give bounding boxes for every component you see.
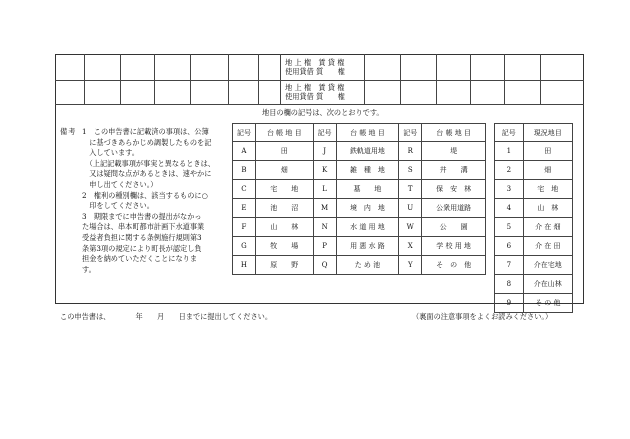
col-divider bbox=[400, 54, 401, 104]
header-cell: 台 帳 地 目 bbox=[422, 124, 486, 142]
table-cell: 雑 種 地 bbox=[336, 161, 399, 180]
table-cell: 田 bbox=[255, 142, 313, 161]
col-divider bbox=[120, 54, 121, 104]
table-cell: C bbox=[233, 180, 256, 199]
note-line: 条第3項の規定により町長が認定し負 bbox=[82, 243, 202, 253]
note-line: 入しています。 bbox=[82, 148, 139, 158]
table-cell: 保 安 林 bbox=[422, 180, 486, 199]
note-line: 印をしてください。 bbox=[82, 201, 154, 211]
header-cell: 記号 bbox=[233, 124, 256, 142]
table-cell: R bbox=[399, 142, 422, 161]
table-cell: 1 bbox=[495, 142, 524, 161]
table-cell: G bbox=[233, 237, 256, 256]
note-line: 担金を納めていただくことになりま bbox=[82, 254, 198, 264]
col-divider bbox=[364, 54, 365, 104]
col-divider bbox=[190, 54, 191, 104]
table-cell: 水 道 用 地 bbox=[336, 218, 399, 237]
table-row bbox=[495, 218, 573, 237]
table-row bbox=[495, 256, 573, 275]
table-cell: 8 bbox=[495, 275, 524, 294]
header-cell: 記号 bbox=[399, 124, 422, 142]
table-cell: Q bbox=[313, 256, 336, 275]
table-row bbox=[233, 180, 486, 199]
table-cell: S bbox=[399, 161, 422, 180]
table-row bbox=[495, 275, 573, 294]
top-section-bottom bbox=[55, 104, 584, 105]
table-cell: W bbox=[399, 218, 422, 237]
rights-type-row2 bbox=[285, 83, 345, 101]
col-divider bbox=[154, 54, 155, 104]
table-header-row bbox=[495, 124, 573, 142]
table-row bbox=[233, 142, 486, 161]
rights-line: 使用貸借 質 権 bbox=[285, 92, 345, 101]
header-cell: 台 帳 地 目 bbox=[255, 124, 313, 142]
table-cell: T bbox=[399, 180, 422, 199]
table-cell: U bbox=[399, 199, 422, 218]
table-cell: 介 在 田 bbox=[523, 237, 572, 256]
header-cell: 記号 bbox=[495, 124, 524, 142]
table-cell: N bbox=[313, 218, 336, 237]
table-cell: 池 沼 bbox=[255, 199, 313, 218]
table-cell: 7 bbox=[495, 256, 524, 275]
notes-label: 備考 bbox=[60, 127, 77, 136]
table-header-row bbox=[233, 124, 486, 142]
land-code-table bbox=[232, 123, 486, 275]
col-divider bbox=[258, 54, 259, 104]
table-cell: 原 野 bbox=[255, 256, 313, 275]
table-cell: そ の 他 bbox=[422, 256, 486, 275]
table-row bbox=[495, 161, 573, 180]
col-divider bbox=[280, 54, 281, 104]
table-row bbox=[233, 199, 486, 218]
rights-line: 使用貸借 質 権 bbox=[285, 67, 345, 76]
note-line: 1 この申告書に記載済の事項は、公簿 bbox=[82, 127, 209, 136]
rights-line: 地 上 権 賃 貸 権 bbox=[285, 83, 345, 92]
table-cell: 堤 bbox=[422, 142, 486, 161]
table-cell: M bbox=[313, 199, 336, 218]
table-cell: A bbox=[233, 142, 256, 161]
table-cell: 6 bbox=[495, 237, 524, 256]
table-cell: 墓 地 bbox=[336, 180, 399, 199]
table-cell: L bbox=[313, 180, 336, 199]
table-row bbox=[233, 237, 486, 256]
table-cell: E bbox=[233, 199, 256, 218]
table-cell: 4 bbox=[495, 199, 524, 218]
table-row bbox=[495, 142, 573, 161]
table-row bbox=[233, 218, 486, 237]
table-cell: 2 bbox=[495, 161, 524, 180]
table-cell: 用 悪 水 路 bbox=[336, 237, 399, 256]
submission-deadline-text: この申告書は、 年 月 日までに提出してください。 bbox=[60, 312, 273, 321]
table-cell: 9 bbox=[495, 294, 524, 313]
table-cell: 畑 bbox=[255, 161, 313, 180]
table-cell: 宅 地 bbox=[255, 180, 313, 199]
table-cell: 介 在 畑 bbox=[523, 218, 572, 237]
note-line: （上記記載事項が事実と異なるときは、 bbox=[82, 158, 215, 168]
status-code-table bbox=[494, 123, 573, 313]
table-cell: そ の 他 bbox=[523, 294, 572, 313]
table-cell: 5 bbox=[495, 218, 524, 237]
col-divider bbox=[540, 54, 541, 104]
table-cell: F bbox=[233, 218, 256, 237]
header-cell: 台 帳 地 目 bbox=[336, 124, 399, 142]
land-code-heading: 地目の欄の記号は、次のとおりです。 bbox=[262, 108, 384, 117]
col-divider bbox=[504, 54, 505, 104]
table-cell: 宅 地 bbox=[523, 180, 572, 199]
table-cell: Y bbox=[399, 256, 422, 275]
table-cell: 介在宅地 bbox=[523, 256, 572, 275]
table-cell: た め 池 bbox=[336, 256, 399, 275]
rights-type-row1 bbox=[285, 58, 345, 76]
table-cell: P bbox=[313, 237, 336, 256]
table-cell: 公衆用道路 bbox=[422, 199, 486, 218]
note-line: 3 期限までに申告書の提出がなかっ bbox=[82, 211, 202, 221]
table-row bbox=[495, 199, 573, 218]
table-row bbox=[495, 180, 573, 199]
table-row bbox=[495, 237, 573, 256]
table-cell: 田 bbox=[523, 142, 572, 161]
notes-body bbox=[82, 127, 230, 275]
note-line: 2 権利の種別欄は、該当するものに○ bbox=[82, 190, 208, 200]
col-divider bbox=[436, 54, 437, 104]
table-cell: H bbox=[233, 256, 256, 275]
note-line: 又は疑問な点があるときは、速やかに bbox=[82, 169, 212, 179]
col-divider bbox=[228, 54, 229, 104]
table-cell: K bbox=[313, 161, 336, 180]
table-row bbox=[233, 161, 486, 180]
note-line: 申し出てください。） bbox=[82, 179, 158, 189]
note-line: す。 bbox=[82, 264, 96, 274]
rights-line: 地 上 権 賃 貸 権 bbox=[285, 58, 345, 67]
table-cell: 公 園 bbox=[422, 218, 486, 237]
table-cell: 学 校 用 地 bbox=[422, 237, 486, 256]
table-cell: 山 林 bbox=[255, 218, 313, 237]
table-cell: 鉄軌道用地 bbox=[336, 142, 399, 161]
header-cell: 記号 bbox=[313, 124, 336, 142]
table-cell: 3 bbox=[495, 180, 524, 199]
header-cell: 現況地目 bbox=[523, 124, 572, 142]
note-line: た場合は、串本町都市計画下水道事業 bbox=[82, 222, 205, 232]
col-divider bbox=[470, 54, 471, 104]
table-cell: J bbox=[313, 142, 336, 161]
reverse-side-note: （裏面の注意事項をよくお読みください。） bbox=[412, 312, 553, 321]
table-cell: 山 林 bbox=[523, 199, 572, 218]
table-cell: 牧 場 bbox=[255, 237, 313, 256]
table-cell: 境 内 地 bbox=[336, 199, 399, 218]
table-cell: B bbox=[233, 161, 256, 180]
table-cell: X bbox=[399, 237, 422, 256]
col-divider bbox=[84, 54, 85, 104]
table-row bbox=[233, 256, 486, 275]
table-cell: 畑 bbox=[523, 161, 572, 180]
table-row bbox=[495, 294, 573, 313]
note-line: 受益者負担に関する条例施行規則第3 bbox=[82, 232, 202, 242]
table-cell: 井 溝 bbox=[422, 161, 486, 180]
table-cell: 介在山林 bbox=[523, 275, 572, 294]
note-line: に基づきあらかじめ調製したものを記 bbox=[82, 137, 212, 147]
